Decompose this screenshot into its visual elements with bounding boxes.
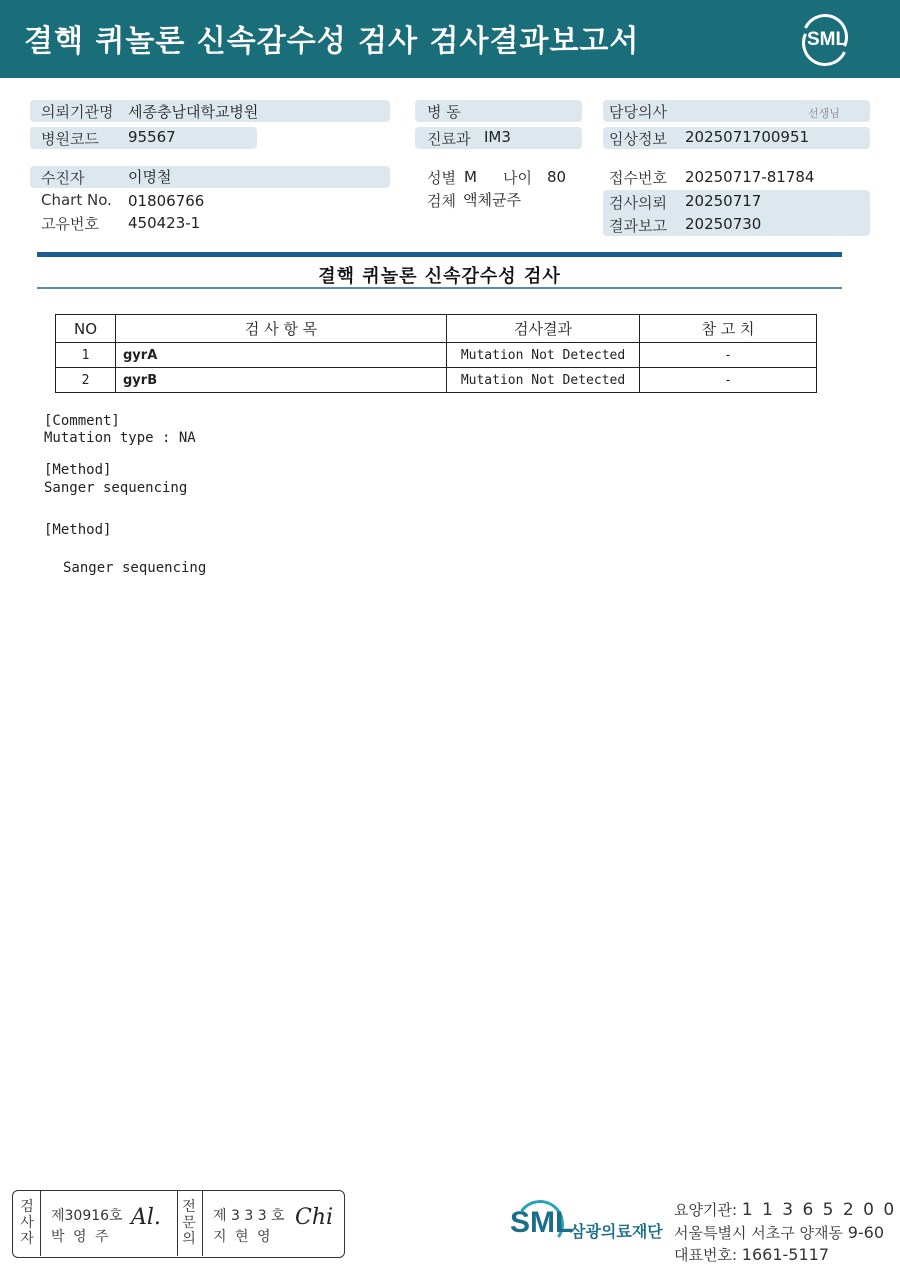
- phone: [674, 1244, 829, 1265]
- receipt-label: 접수번호: [609, 169, 667, 187]
- chart-value: 01806766: [128, 192, 205, 210]
- row-ref: -: [640, 368, 817, 393]
- clinical-value: 2025071700951: [685, 128, 810, 146]
- signature-box: [12, 1190, 345, 1258]
- footer-logo-text: SML: [510, 1206, 574, 1239]
- comment-header: [Comment]: [44, 413, 120, 429]
- header-no: NO: [56, 315, 116, 343]
- row-result: Mutation Not Detected: [447, 343, 640, 368]
- method-header: [Method]: [44, 462, 112, 478]
- row-no: 2: [56, 368, 116, 393]
- footer-org-name: 삼광의료재단: [570, 1222, 663, 1241]
- report-title: 결핵 퀴놀론 신속감수성 검사 검사결과보고서: [24, 24, 640, 59]
- logo-text: SML: [806, 29, 848, 50]
- hospital-code-label: 병원코드: [41, 130, 99, 148]
- address-text: 서울특별시 서초구 양재동: [674, 1224, 843, 1242]
- section-divider: [37, 287, 842, 289]
- examiner-label: 검사자: [20, 1199, 34, 1247]
- header-item: 검 사 항 목: [116, 315, 447, 343]
- address: [674, 1222, 884, 1243]
- ward-label: 병 동: [427, 103, 461, 121]
- institution-code: [674, 1199, 896, 1220]
- clinical-label: 임상정보: [609, 130, 667, 148]
- examiner-name: 박 영 주: [51, 1229, 111, 1245]
- patient-value: 이명철: [128, 168, 172, 186]
- row-no: 1: [56, 343, 116, 368]
- header-result: 검사결과: [447, 315, 640, 343]
- method-text-2: Sanger sequencing: [63, 560, 207, 576]
- institution-value: 세종충남대학교병원: [128, 103, 259, 121]
- report-header: [0, 0, 900, 78]
- code-label: 요양기관:: [674, 1201, 738, 1219]
- report-label: 결과보고: [609, 217, 667, 235]
- section-title: 결핵 퀴놀론 신속감수성 검사: [318, 266, 561, 287]
- dept-value: IM3: [484, 128, 511, 146]
- report-value: 20250730: [685, 215, 762, 233]
- chart-label: Chart No.: [41, 191, 112, 209]
- method-header-2: [Method]: [44, 522, 112, 538]
- sml-logo-icon: [798, 12, 852, 66]
- address-number: 9-60: [847, 1223, 885, 1242]
- examiner-signature: Al.: [131, 1205, 161, 1230]
- unique-value: 450423-1: [128, 214, 201, 232]
- doctor-suffix: 선생님: [808, 107, 840, 120]
- table-row: [56, 343, 817, 368]
- request-label: 검사의뢰: [609, 194, 667, 212]
- sex-value: M: [464, 168, 477, 186]
- patient-label: 수진자: [41, 169, 85, 187]
- dept-label: 진료과: [427, 130, 471, 148]
- examiner-no: 제30916호: [51, 1208, 123, 1224]
- sex-label: 성별: [427, 169, 456, 187]
- row-ref: -: [640, 343, 817, 368]
- method-text: Sanger sequencing: [44, 480, 188, 496]
- doctor-label: 담당의사: [609, 103, 667, 121]
- specimen-value: 액체균주: [463, 191, 521, 209]
- institution-label: 의뢰기관명: [41, 103, 114, 121]
- phone-value: 1661-5117: [741, 1245, 830, 1264]
- age-value: 80: [547, 168, 567, 186]
- table-row: [56, 368, 817, 393]
- unique-label: 고유번호: [41, 215, 99, 233]
- row-result: Mutation Not Detected: [447, 368, 640, 393]
- code-value: 1 1 3 6 5 2 0 0: [741, 1200, 897, 1220]
- hospital-code-value: 95567: [128, 128, 176, 146]
- age-label: 나이: [503, 169, 532, 187]
- specialist-signature: Chi: [295, 1205, 334, 1230]
- comment-text: Mutation type : NA: [44, 430, 196, 446]
- specialist-label: 전문의: [182, 1199, 196, 1247]
- row-item: gyrA: [116, 343, 447, 368]
- row-item: gyrB: [116, 368, 447, 393]
- specialist-name: 지 현 영: [213, 1229, 273, 1245]
- receipt-value: 20250717-81784: [685, 168, 815, 186]
- header-ref: 참 고 치: [640, 315, 817, 343]
- specialist-no: 제 3 3 3 호: [213, 1208, 285, 1224]
- table-header-row: [56, 315, 817, 343]
- specimen-label: 검체: [427, 192, 456, 210]
- request-value: 20250717: [685, 192, 762, 210]
- phone-label: 대표번호:: [674, 1246, 738, 1264]
- section-bar: [37, 252, 842, 257]
- results-table: [55, 314, 817, 393]
